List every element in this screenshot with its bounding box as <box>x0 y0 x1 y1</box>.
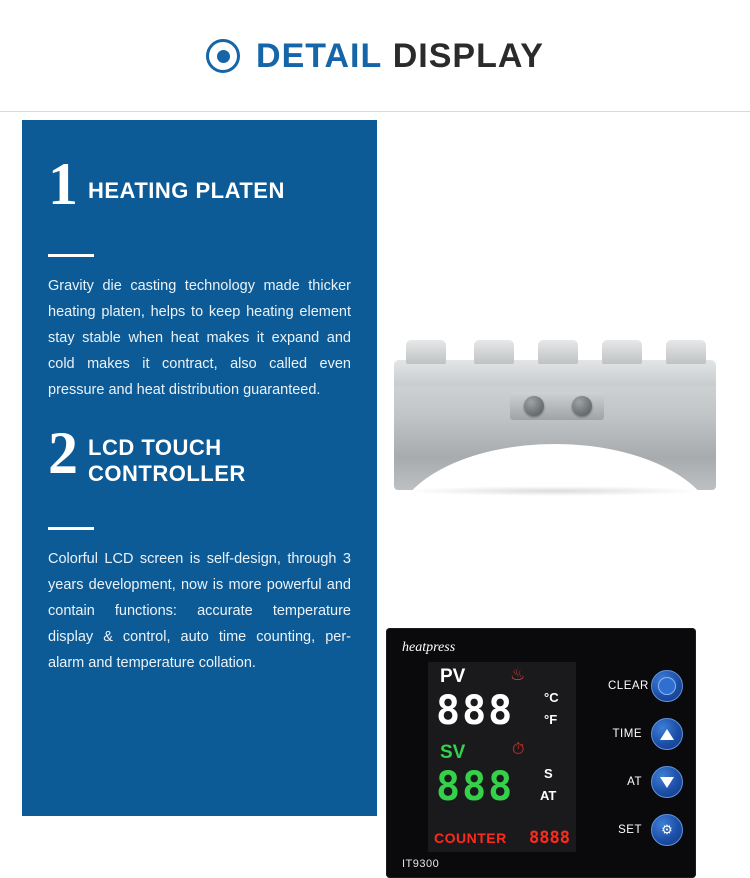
at-key-label: AT <box>627 776 642 788</box>
heater-icon: ♨ <box>510 665 526 684</box>
platen-lug <box>538 340 578 364</box>
controller-brand-label: heatpress <box>402 640 456 655</box>
section-2-divider <box>48 527 94 530</box>
section-2-heading <box>48 420 351 487</box>
key-row-clear <box>591 662 683 710</box>
section-2-title-line2: CONTROLLER <box>88 461 246 486</box>
section-1-title: HEATING PLATEN <box>88 178 285 203</box>
pv-value: 888 <box>436 688 515 734</box>
clear-button[interactable] <box>651 670 683 702</box>
counter-label: COUNTER <box>434 830 507 846</box>
platen-bolt <box>524 396 544 416</box>
unit-at-label: AT <box>540 788 557 803</box>
counter-value: 8888 <box>529 828 570 848</box>
platen-lug <box>474 340 514 364</box>
controller-model-label: IT9300 <box>402 858 440 870</box>
clock-icon: ⏱ <box>512 741 525 758</box>
circle-button-icon <box>658 677 676 695</box>
platen-illustration <box>386 330 726 526</box>
pv-label: PV <box>440 666 466 687</box>
unit-fahrenheit-label: °F <box>544 712 558 727</box>
page-body <box>0 112 750 870</box>
section-2-title-line1: LCD TOUCH <box>88 435 222 460</box>
gear-icon: ⚙ <box>661 822 673 837</box>
key-row-at <box>591 758 683 806</box>
platen-shadow <box>404 486 704 496</box>
sv-label: SV <box>440 742 466 763</box>
section-1-number: 1 <box>48 151 78 217</box>
section-2-number: 2 <box>48 420 78 486</box>
platen-lug <box>666 340 706 364</box>
key-row-set <box>591 806 683 854</box>
set-button[interactable] <box>651 814 683 846</box>
time-up-button[interactable] <box>651 718 683 750</box>
heating-platen-photo <box>386 330 726 526</box>
section-2-title <box>88 425 246 487</box>
page-header <box>0 0 750 112</box>
blue-content-panel <box>22 120 377 816</box>
set-key-label: SET <box>618 824 642 836</box>
clear-key-label: CLEAR <box>608 680 649 692</box>
time-key-label: TIME <box>612 728 642 740</box>
header-inner <box>206 37 544 76</box>
target-icon <box>206 39 240 73</box>
page-title-part1: DETAIL <box>256 36 383 75</box>
triangle-down-icon <box>660 777 674 788</box>
target-icon-dot <box>217 50 230 63</box>
at-down-button[interactable] <box>651 766 683 798</box>
sv-value: 888 <box>436 764 515 810</box>
section-1-divider <box>48 254 94 257</box>
controller-panel <box>386 628 696 878</box>
section-1-body: Gravity die casting technology made thicker heating platen, helps to keep heating element stay stable when heat makes it expand and cold makes it contract, also called even pressure and heat distribution guaranteed. <box>48 278 351 398</box>
page-title <box>256 37 544 76</box>
section-2-body: Colorful LCD screen is self-design, through 3 years development, now is more powerful and contain functions: accurate temperature display & control, auto time counting, per-alarm and temperature collation. <box>48 551 351 671</box>
unit-seconds-label: S <box>544 766 553 781</box>
section-heating-platen <box>22 120 377 403</box>
controller-keypad <box>591 662 683 854</box>
unit-celsius-label: °C <box>544 690 559 705</box>
section-lcd-touch-controller <box>22 403 377 676</box>
section-1-heading <box>48 151 351 217</box>
key-row-time <box>591 710 683 758</box>
platen-lug <box>406 340 446 364</box>
lcd-controller-photo <box>386 628 696 878</box>
platen-bolt <box>572 396 592 416</box>
platen-lug <box>602 340 642 364</box>
triangle-up-icon <box>660 729 674 740</box>
page-title-part2: DISPLAY <box>392 36 544 75</box>
